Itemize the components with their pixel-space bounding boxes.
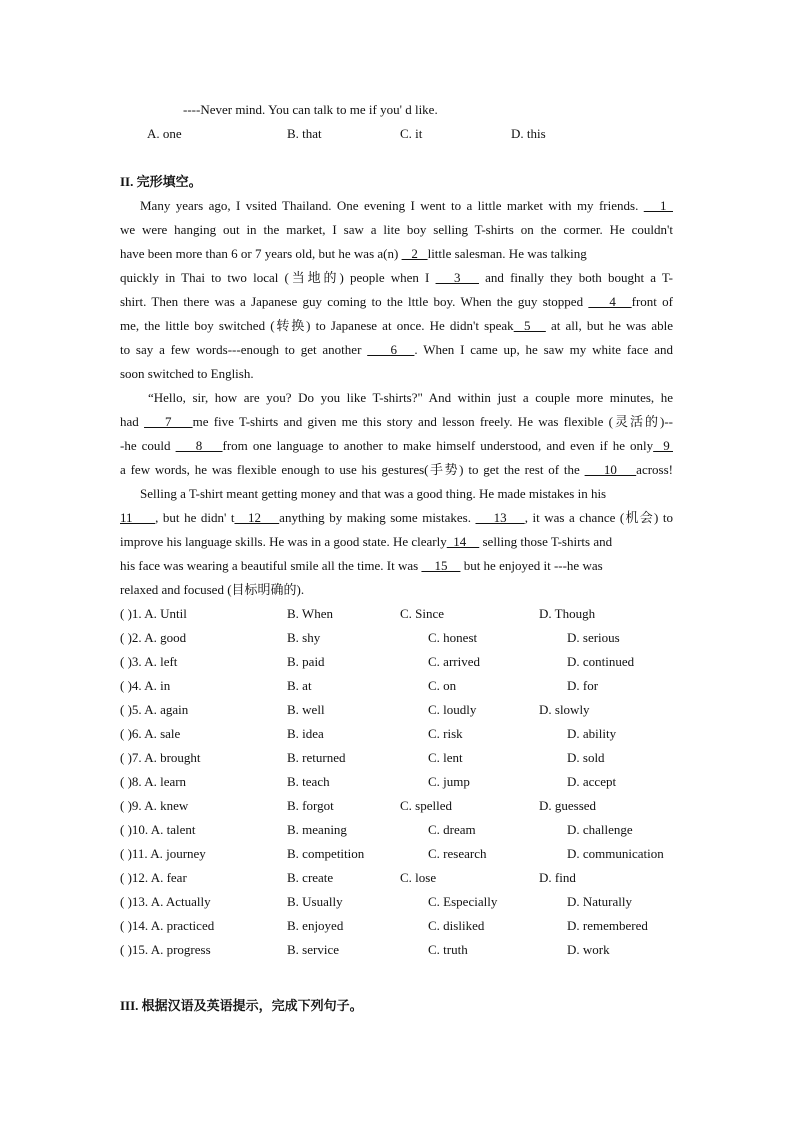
option-b: B. idea xyxy=(287,726,324,741)
blank[interactable]: 15 xyxy=(421,558,461,573)
option-c: C. lent xyxy=(428,750,463,765)
blank[interactable]: 7 xyxy=(144,414,193,429)
option-c: C. Especially xyxy=(428,894,498,909)
option-b: B. paid xyxy=(287,654,325,669)
question-number-option-a: ( )5. A. again xyxy=(120,702,189,717)
passage-text: had xyxy=(120,414,145,429)
passage-text: front of xyxy=(631,294,673,309)
option-c: C. loudly xyxy=(428,702,477,717)
passage-line xyxy=(120,436,673,456)
passage-text: improve his language skills. He was in a good state. He clearly xyxy=(120,534,447,549)
option-d: D. Naturally xyxy=(567,894,632,909)
option-b: B. returned xyxy=(287,750,346,765)
passage-text: “Hello, sir, how are you? Do you like T-shirts?" And within just a couple more minutes, he xyxy=(148,390,673,405)
option-d: D. challenge xyxy=(567,822,633,837)
passage-text: little salesman. He was talking xyxy=(427,246,587,261)
passage-text: relaxed and focused (目标明确的). xyxy=(120,582,305,597)
passage-text: we were hanging out in the market, I saw a lite boy selling T-shirts on the cormer. He couldn't xyxy=(120,222,673,237)
passage-line xyxy=(140,196,673,216)
passage-text: me, the little boy switched (转换) to Japanese at once. He didn't speak xyxy=(120,318,514,333)
option-d: D. ability xyxy=(567,726,617,741)
option-b: B. When xyxy=(287,606,333,621)
passage-line xyxy=(120,508,673,528)
passage-line xyxy=(120,244,673,264)
option-b: B. well xyxy=(287,702,325,717)
option-c: C. it xyxy=(400,126,423,141)
option-d: D. sold xyxy=(567,750,605,765)
question-number-option-a: ( )1. A. Until xyxy=(120,606,187,621)
passage-text: shirt. Then there was a Japanese guy coming to the lttle boy. When the guy stopped xyxy=(120,294,589,309)
option-c: C. lose xyxy=(400,870,437,885)
blank[interactable]: 3 xyxy=(435,270,479,285)
option-b: B. create xyxy=(287,870,334,885)
passage-line xyxy=(148,388,673,408)
blank[interactable]: 10 xyxy=(584,462,637,477)
blank[interactable]: 13 xyxy=(475,510,525,525)
section-2-heading: II. 完形填空。 xyxy=(120,174,202,189)
previous-question-reply: ----Never mind. You can talk to me if you' d like. xyxy=(183,102,438,117)
passage-text: and finally they both bought a T- xyxy=(478,270,673,285)
passage-text: Selling a T-shirt meant getting money and that was a good thing. He made mistakes in his xyxy=(140,486,607,501)
blank[interactable]: 4 xyxy=(588,294,632,309)
passage-text: , but he didn' t xyxy=(155,510,235,525)
passage-text: me five T-shirts and given me this story and lesson freely. He was flexible (灵活的)-- xyxy=(192,414,673,429)
option-d: D. continued xyxy=(567,654,635,669)
passage-text: . When I came up, he saw my white face and xyxy=(414,342,673,357)
option-c: C. disliked xyxy=(428,918,485,933)
passage-text: soon switched to English. xyxy=(120,366,254,381)
question-number-option-a: ( )10. A. talent xyxy=(120,822,196,837)
question-number-option-a: ( )13. A. Actually xyxy=(120,894,211,909)
passage-text: his face was wearing a beautiful smile all the time. It was xyxy=(120,558,422,573)
passage-line xyxy=(120,460,673,480)
passage-text: but he enjoyed it ---he was xyxy=(460,558,603,573)
option-b: B. at xyxy=(287,678,312,693)
option-c: C. truth xyxy=(428,942,468,957)
option-b: B. forgot xyxy=(287,798,334,813)
option-c: C. arrived xyxy=(428,654,480,669)
option-b: B. that xyxy=(287,126,322,141)
question-number-option-a: ( )6. A. sale xyxy=(120,726,181,741)
option-d: D. find xyxy=(539,870,576,885)
passage-text: to say a few words---enough to get another xyxy=(120,342,368,357)
passage-line xyxy=(120,268,673,288)
question-number-option-a: ( )15. A. progress xyxy=(120,942,211,957)
passage-text: a few words, he was flexible enough to use his gestures(手势) to get the rest of the xyxy=(120,462,585,477)
passage-line xyxy=(120,220,673,240)
passage-line xyxy=(120,292,673,312)
passage-text: from one language to another to make himself understood, and even if he only xyxy=(222,438,654,453)
passage-text: quickly in Thai to two local (当地的) people when I xyxy=(120,270,436,285)
option-b: B. competition xyxy=(287,846,365,861)
passage-line xyxy=(120,316,673,336)
option-d: D. this xyxy=(511,126,546,141)
passage-text: Many years ago, I vsited Thailand. One evening I went to a little market with my friends. xyxy=(140,198,644,213)
question-number-option-a: ( )11. A. journey xyxy=(120,846,206,861)
option-b: B. Usually xyxy=(287,894,343,909)
option-d: D. guessed xyxy=(539,798,597,813)
option-c: C. Since xyxy=(400,606,445,621)
blank[interactable]: 12 xyxy=(234,510,280,525)
question-number-option-a: ( )2. A. good xyxy=(120,630,187,645)
passage-text: -he could xyxy=(120,438,176,453)
option-d: D. communication xyxy=(567,846,664,861)
option-d: D. Though xyxy=(539,606,596,621)
option-b: B. meaning xyxy=(287,822,347,837)
option-d: D. work xyxy=(567,942,610,957)
passage-text: , it was a chance (机会) to xyxy=(524,510,673,525)
option-d: D. for xyxy=(567,678,599,693)
blank[interactable]: 1 xyxy=(643,198,673,213)
passage-text: anything by making some mistakes. xyxy=(279,510,476,525)
option-c: C. on xyxy=(428,678,457,693)
blank[interactable]: 6 xyxy=(367,342,415,357)
option-b: B. enjoyed xyxy=(287,918,344,933)
question-number-option-a: ( )3. A. left xyxy=(120,654,178,669)
option-d: D. remembered xyxy=(567,918,648,933)
passage-line xyxy=(120,556,673,576)
option-c: C. jump xyxy=(428,774,470,789)
question-number-option-a: ( )7. A. brought xyxy=(120,750,201,765)
question-number-option-a: ( )4. A. in xyxy=(120,678,171,693)
option-b: B. shy xyxy=(287,630,321,645)
passage-text: have been more than 6 or 7 years old, but he was a(n) xyxy=(120,246,402,261)
option-c: C. dream xyxy=(428,822,476,837)
passage-text: selling those T-shirts and xyxy=(479,534,613,549)
blank[interactable]: 2 xyxy=(401,246,428,261)
blank[interactable]: 8 xyxy=(175,438,223,453)
option-b: B. teach xyxy=(287,774,330,789)
blank[interactable]: 14 xyxy=(446,534,480,549)
option-c: C. research xyxy=(428,846,487,861)
section-3-heading: III. 根据汉语及英语提示，完成下列句子。 xyxy=(120,998,363,1013)
option-c: C. risk xyxy=(428,726,463,741)
option-c: C. spelled xyxy=(400,798,452,813)
question-number-option-a: ( )14. A. practiced xyxy=(120,918,215,933)
option-c: C. honest xyxy=(428,630,478,645)
question-number-option-a: ( )12. A. fear xyxy=(120,870,187,885)
option-d: D. serious xyxy=(567,630,620,645)
passage-line xyxy=(120,532,673,552)
passage-line xyxy=(120,340,673,360)
blank[interactable]: 9 xyxy=(653,438,673,453)
passage-line xyxy=(120,364,673,384)
option-d: D. accept xyxy=(567,774,617,789)
passage-line xyxy=(120,580,673,600)
question-number-option-a: ( )9. A. knew xyxy=(120,798,189,813)
passage-text: at all, but he was able xyxy=(545,318,673,333)
option-a: A. one xyxy=(147,126,182,141)
blank[interactable]: 5 xyxy=(513,318,546,333)
option-b: B. service xyxy=(287,942,339,957)
question-number-option-a: ( )8. A. learn xyxy=(120,774,187,789)
passage-line xyxy=(120,412,673,432)
passage-text: across! xyxy=(636,462,673,477)
option-d: D. slowly xyxy=(539,702,590,717)
passage-line xyxy=(140,484,673,504)
blank[interactable]: 11 xyxy=(120,510,156,525)
